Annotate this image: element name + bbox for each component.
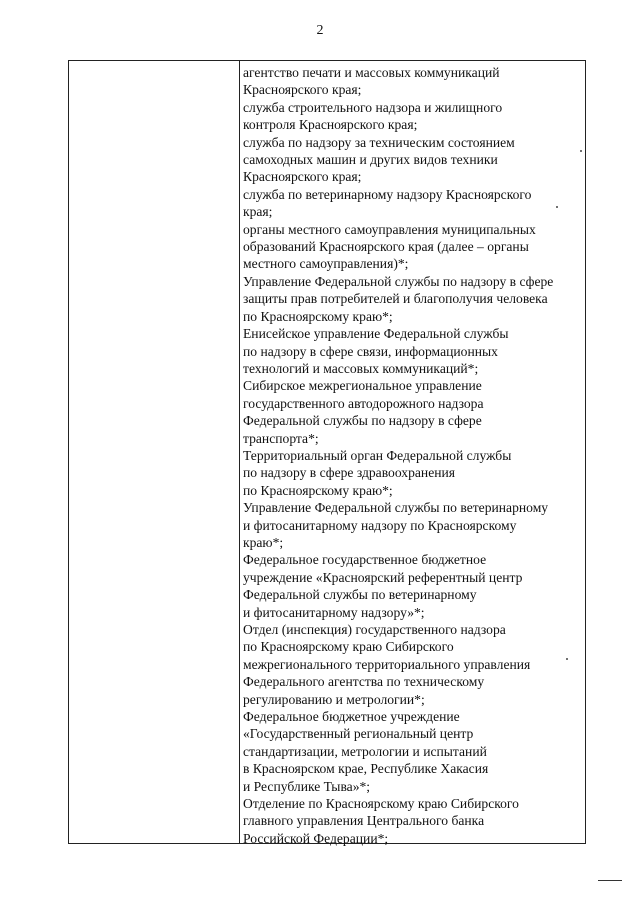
text-line: транспорта*;: [243, 430, 319, 446]
scan-speck: [556, 206, 558, 208]
text-line: образований Красноярского края (далее – органы: [243, 239, 529, 255]
text-line: края;: [243, 204, 273, 220]
text-line: Федеральное бюджетное учреждение: [243, 709, 460, 725]
text-line: Отдел (инспекция) государственного надзора: [243, 622, 506, 637]
text-line: Сибирское межрегиональное управление: [243, 378, 482, 394]
text-line: «Государственный региональный центр: [243, 726, 474, 742]
text-line: Российской Федерации*;: [243, 830, 389, 846]
text-line: краю*;: [243, 534, 284, 550]
text-line: Красноярского края;: [243, 82, 362, 98]
text-line: Отделение по Красноярскому краю Сибирского: [243, 796, 519, 812]
text-line: Управление Федеральной службы по ветеринарному: [243, 500, 549, 516]
text-line: учреждение «Красноярский референтный центр: [243, 569, 523, 585]
text-line: в Красноярском крае, Республике Хакасия: [243, 761, 489, 777]
document-table: [68, 60, 586, 844]
scan-speck: [580, 150, 582, 152]
text-line: агентство печати и массовых коммуникаций: [243, 65, 500, 80]
text-line: служба по надзору за техническим состоянием: [243, 134, 515, 150]
text-line: самоходных машин и других видов техники: [243, 152, 498, 168]
scan-edge-mark: [598, 880, 622, 881]
text-line: служба по ветеринарному надзору Красноярского: [243, 186, 532, 202]
text-line: защиты прав потребителей и благополучия человека: [243, 291, 548, 307]
text-line: местного самоуправления)*;: [243, 256, 409, 272]
text-line: по Красноярскому краю*;: [243, 308, 393, 324]
text-line: по Красноярскому краю Сибирского: [243, 639, 454, 655]
text-line: органы местного самоуправления муниципальных: [243, 221, 536, 237]
text-line: технологий и массовых коммуникаций*;: [243, 360, 479, 376]
text-line: и Республике Тыва»*;: [243, 778, 371, 794]
text-line: главного управления Центрального банка: [243, 813, 485, 829]
scan-speck: [566, 658, 568, 660]
text-line: Управление Федеральной службы по надзору в сфере: [243, 273, 554, 289]
text-line: Федеральной службы по ветеринарному: [243, 587, 477, 603]
text-line: по Красноярскому краю*;: [243, 482, 393, 498]
text-line: и фитосанитарному надзору»*;: [243, 604, 425, 620]
text-line: Федеральное государственное бюджетное: [243, 552, 487, 568]
text-line: регулированию и метрологии*;: [243, 691, 425, 707]
text-line: по надзору в сфере связи, информационных: [243, 343, 498, 359]
text-line: Территориальный орган Федеральной службы: [243, 447, 512, 463]
text-line: по надзору в сфере здравоохранения: [243, 465, 456, 481]
text-line: Енисейское управление Федеральной службы: [243, 326, 509, 342]
text-line: контроля Красноярского края;: [243, 117, 418, 133]
text-line: межрегионального территориального управления: [243, 656, 531, 672]
table-right-column: [243, 64, 581, 846]
text-line: государственного автодорожного надзора: [243, 395, 484, 411]
text-line: служба строительного надзора и жилищного: [243, 99, 503, 115]
text-line: Красноярского края;: [243, 169, 362, 185]
table-left-column: [69, 61, 240, 843]
text-line: Федеральной службы по надзору в сфере: [243, 413, 482, 429]
text-line: Федерального агентства по техническому: [243, 674, 485, 690]
page-number: 2: [316, 23, 324, 38]
text-line: и фитосанитарному надзору по Красноярскому: [243, 517, 517, 533]
text-line: стандартизации, метрологии и испытаний: [243, 743, 487, 759]
